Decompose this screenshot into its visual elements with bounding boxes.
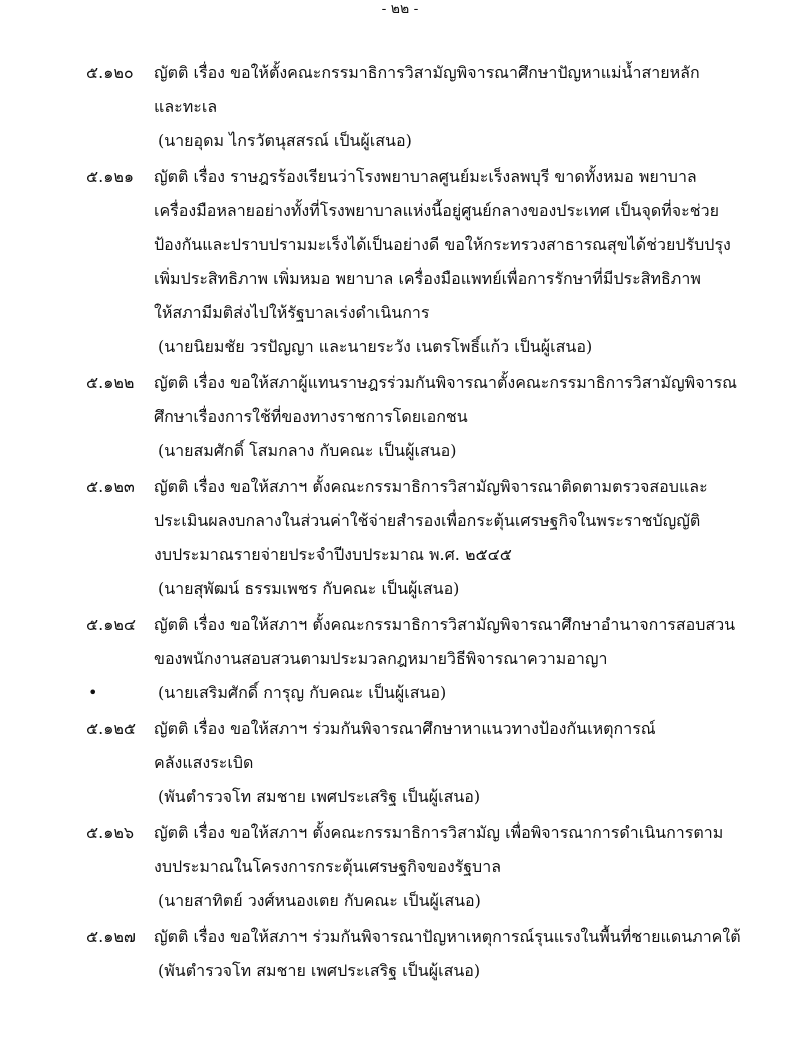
motion-text-line: ศึกษาเรื่องการใช้ที่ของทางราชการโดยเอกชน bbox=[154, 407, 468, 426]
motion-text-line: ให้สภามีมติส่งไปให้รัฐบาลเร่งดำเนินการ bbox=[154, 303, 430, 322]
motion-text-line: ญัตติ เรื่อง ขอให้สภาฯ ตั้งคณะกรรมาธิการวิสามัญ เพื่อพิจารณาการดำเนินการตาม bbox=[154, 823, 724, 842]
motion-text-line: ญัตติ เรื่อง ขอให้สภาผู้แทนราษฎรร่วมกันพิจารณาตั้งคณะกรรมาธิการวิสามัญพิจารณ bbox=[154, 373, 738, 392]
motion-text bbox=[154, 920, 794, 954]
motion-number: ๕.๑๒๕ bbox=[86, 719, 137, 738]
motion-text-line: ของพนักงานสอบสวนตามประมวลกฎหมายวิธีพิจารณาความอาญา bbox=[154, 649, 608, 668]
motion-text bbox=[154, 712, 794, 780]
motion-text-line: คลังแสงระเบิด bbox=[154, 753, 254, 772]
motion-text bbox=[154, 608, 794, 676]
motion-proposer: (นายสุพัฒน์ ธรรมเพชร กับคณะ เป็นผู้เสนอ) bbox=[158, 579, 460, 598]
motion-number: ๕.๑๒๐ bbox=[86, 63, 134, 82]
motion-text-line: งบประมาณรายจ่ายประจำปีงบประมาณ พ.ศ. ๒๕๔๕ bbox=[154, 545, 512, 564]
motion-text bbox=[154, 470, 794, 572]
motion-text-line: ป้องกันและปราบปรามมะเร็งได้เป็นอย่างดี ขอให้กระทรวงสาธารณสุขได้ช่วยปรับปรุง bbox=[154, 235, 731, 254]
motion-text-line: เครื่องมือหลายอย่างทั้งที่โรงพยาบาลแห่งนี้อยู่ศูนย์กลางของประเทศ เป็นจุดที่จะช่วย bbox=[154, 201, 719, 220]
motion-text-line: ญัตติ เรื่อง ขอให้สภาฯ ตั้งคณะกรรมาธิการวิสามัญพิจารณาติดตามตรวจสอบและ bbox=[154, 477, 708, 496]
motion-text bbox=[154, 56, 794, 124]
motion-proposer: (พันตำรวจโท สมชาย เพศประเสริฐ เป็นผู้เสนอ) bbox=[158, 961, 481, 980]
motion-proposer: (นายอุดม ไกรวัตนุสสรณ์ เป็นผู้เสนอ) bbox=[158, 131, 412, 150]
motion-number: ๕.๑๒๖ bbox=[86, 823, 135, 842]
motion-text bbox=[154, 366, 794, 434]
motion-proposer: (พันตำรวจโท สมชาย เพศประเสริฐ เป็นผู้เสนอ) bbox=[158, 787, 481, 806]
motion-text bbox=[154, 160, 794, 330]
motion-text-line: ญัตติ เรื่อง ขอให้ตั้งคณะกรรมาธิการวิสามัญพิจารณาศึกษาปัญหาแม่น้ำสายหลัก bbox=[154, 63, 700, 82]
motion-text-line: ญัตติ เรื่อง ราษฎรร้องเรียนว่าโรงพยาบาลศูนย์มะเร็งลพบุรี ขาดทั้งหมอ พยาบาล bbox=[154, 167, 697, 186]
motion-text-line: งบประมาณในโครงการกระตุ้นเศรษฐกิจของรัฐบาล bbox=[154, 857, 501, 876]
motion-text-line: ญัตติ เรื่อง ขอให้สภาฯ ร่วมกันพิจารณาศึกษาหาแนวทางป้องกันเหตุการณ์ bbox=[154, 719, 656, 738]
motion-number: ๕.๑๒๒ bbox=[86, 373, 135, 392]
motion-text bbox=[154, 816, 794, 884]
motion-number: ๕.๑๒๓ bbox=[86, 477, 135, 496]
motion-text-line: และทะเล bbox=[154, 97, 218, 116]
motion-number: ๕.๑๒๗ bbox=[86, 927, 136, 946]
motion-proposer: (นายนิยมชัย วรปัญญา และนายระวัง เนตรโพธิ์แก้ว เป็นผู้เสนอ) bbox=[158, 337, 593, 356]
motion-proposer: (นายเสริมศักดิ์ การุญ กับคณะ เป็นผู้เสนอ) bbox=[158, 683, 447, 702]
motion-text-line: ญัตติ เรื่อง ขอให้สภาฯ ตั้งคณะกรรมาธิการวิสามัญพิจารณาศึกษาอำนาจการสอบสวน bbox=[154, 615, 736, 634]
motion-proposer: (นายสาทิตย์ วงศ์หนองเตย กับคณะ เป็นผู้เสนอ) bbox=[158, 891, 481, 910]
motion-text-line: ประเมินผลงบกลางในส่วนค่าใช้จ่ายสำรองเพื่อกระตุ้นเศรษฐกิจในพระราชบัญญัติ bbox=[154, 511, 701, 530]
motion-number: ๕.๑๒๑ bbox=[86, 167, 135, 186]
motion-number: ๕.๑๒๔ bbox=[86, 615, 137, 634]
motion-text-line: เพิ่มประสิทธิภาพ เพิ่มหมอ พยาบาล เครื่องมือแพทย์เพื่อการรักษาที่มีประสิทธิภาพ bbox=[154, 269, 701, 288]
motion-proposer: (นายสมศักดิ์ โสมกลาง กับคณะ เป็นผู้เสนอ) bbox=[158, 441, 457, 460]
motion-text-line: ญัตติ เรื่อง ขอให้สภาฯ ร่วมกันพิจารณาปัญหาเหตุการณ์รุนแรงในพื้นที่ชายแดนภาคใต้ bbox=[154, 927, 741, 946]
margin-bullet: • bbox=[88, 683, 98, 702]
page-number: - ๒๒ - bbox=[381, 1, 419, 17]
